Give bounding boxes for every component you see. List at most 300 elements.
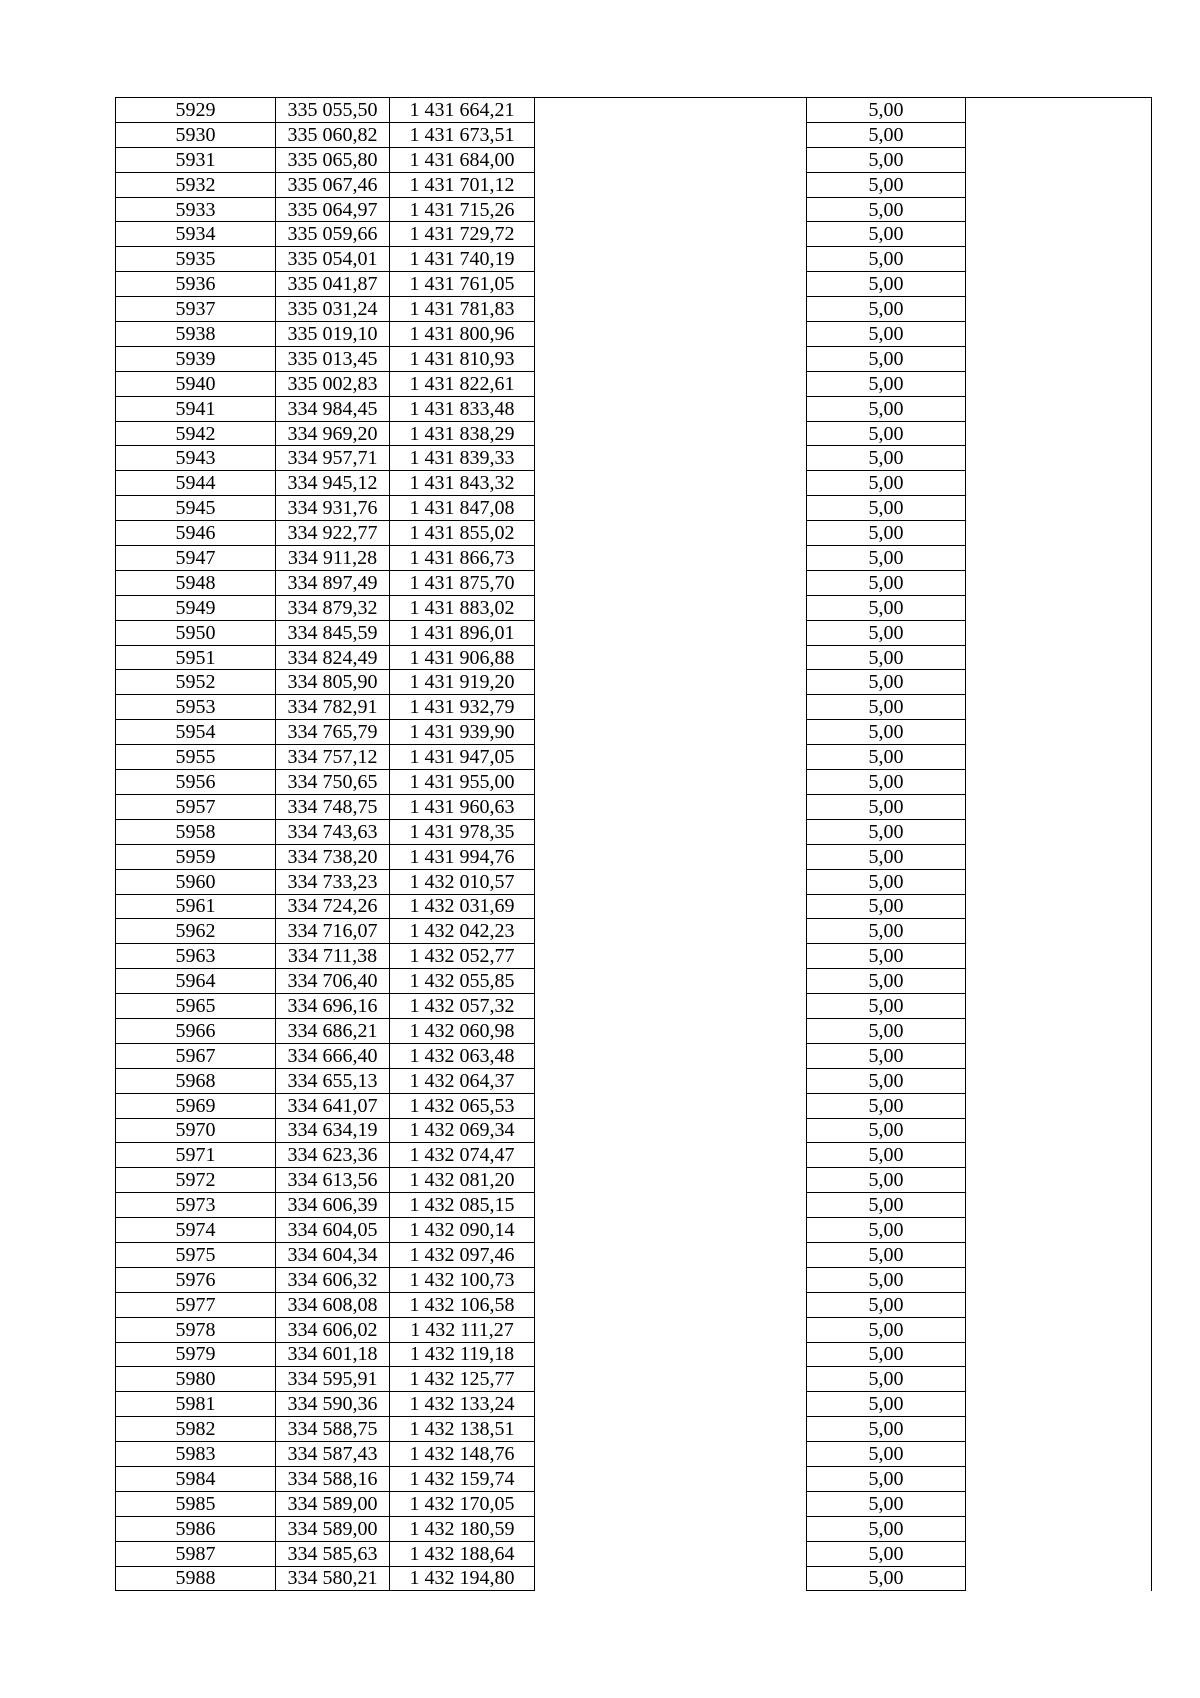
empty-cell	[535, 670, 807, 695]
point-number-cell: 5934	[116, 222, 276, 247]
empty-cell	[535, 1466, 807, 1491]
tolerance-value-cell: 5,00	[807, 844, 966, 869]
y-coordinate-cell: 1 431 673,51	[390, 122, 535, 147]
empty-cell	[966, 172, 1152, 197]
table-row	[116, 720, 1152, 745]
empty-cell	[966, 620, 1152, 645]
table-row	[116, 1367, 1152, 1392]
y-coordinate-cell: 1 432 188,64	[390, 1541, 535, 1566]
y-coordinate-cell: 1 432 069,34	[390, 1118, 535, 1143]
y-coordinate-cell: 1 432 057,32	[390, 994, 535, 1019]
empty-cell	[535, 1491, 807, 1516]
point-number-cell: 5985	[116, 1491, 276, 1516]
y-coordinate-cell: 1 431 960,63	[390, 794, 535, 819]
point-number-cell: 5952	[116, 670, 276, 695]
point-number-cell: 5945	[116, 496, 276, 521]
x-coordinate-cell: 334 969,20	[276, 421, 390, 446]
empty-cell	[966, 122, 1152, 147]
point-number-cell: 5980	[116, 1367, 276, 1392]
empty-cell	[535, 695, 807, 720]
empty-cell	[535, 322, 807, 347]
empty-cell	[535, 944, 807, 969]
table-row	[116, 695, 1152, 720]
tolerance-value-cell: 5,00	[807, 1043, 966, 1068]
point-number-cell: 5979	[116, 1342, 276, 1367]
table-row	[116, 969, 1152, 994]
empty-cell	[966, 346, 1152, 371]
empty-cell	[966, 1043, 1152, 1068]
table-row	[116, 1143, 1152, 1168]
x-coordinate-cell: 334 945,12	[276, 471, 390, 496]
tolerance-value-cell: 5,00	[807, 1018, 966, 1043]
empty-cell	[535, 272, 807, 297]
x-coordinate-cell: 334 623,36	[276, 1143, 390, 1168]
point-number-cell: 5973	[116, 1193, 276, 1218]
empty-cell	[966, 770, 1152, 795]
tolerance-value-cell: 5,00	[807, 421, 966, 446]
table-row	[116, 1218, 1152, 1243]
empty-cell	[966, 1118, 1152, 1143]
table-row	[116, 1342, 1152, 1367]
point-number-cell: 5965	[116, 994, 276, 1019]
empty-cell	[966, 994, 1152, 1019]
y-coordinate-cell: 1 431 800,96	[390, 322, 535, 347]
empty-cell	[966, 944, 1152, 969]
empty-cell	[966, 1292, 1152, 1317]
point-number-cell: 5946	[116, 521, 276, 546]
table-row	[116, 1466, 1152, 1491]
empty-cell	[966, 1466, 1152, 1491]
tolerance-value-cell: 5,00	[807, 645, 966, 670]
empty-cell	[966, 147, 1152, 172]
empty-cell	[966, 1168, 1152, 1193]
x-coordinate-cell: 334 931,76	[276, 496, 390, 521]
x-coordinate-cell: 334 634,19	[276, 1118, 390, 1143]
tolerance-value-cell: 5,00	[807, 98, 966, 123]
point-number-cell: 5943	[116, 446, 276, 471]
x-coordinate-cell: 335 055,50	[276, 98, 390, 123]
point-number-cell: 5986	[116, 1516, 276, 1541]
tolerance-value-cell: 5,00	[807, 222, 966, 247]
table-row	[116, 844, 1152, 869]
point-number-cell: 5938	[116, 322, 276, 347]
y-coordinate-cell: 1 431 833,48	[390, 396, 535, 421]
empty-cell	[535, 1018, 807, 1043]
table-row	[116, 620, 1152, 645]
x-coordinate-cell: 335 054,01	[276, 247, 390, 272]
x-coordinate-cell: 335 059,66	[276, 222, 390, 247]
x-coordinate-cell: 334 641,07	[276, 1093, 390, 1118]
empty-cell	[966, 819, 1152, 844]
empty-cell	[966, 247, 1152, 272]
y-coordinate-cell: 1 431 684,00	[390, 147, 535, 172]
table-row	[116, 894, 1152, 919]
y-coordinate-cell: 1 431 919,20	[390, 670, 535, 695]
empty-cell	[966, 844, 1152, 869]
y-coordinate-cell: 1 432 106,58	[390, 1292, 535, 1317]
point-number-cell: 5978	[116, 1317, 276, 1342]
table-row	[116, 645, 1152, 670]
empty-cell	[966, 720, 1152, 745]
y-coordinate-cell: 1 431 838,29	[390, 421, 535, 446]
empty-cell	[535, 1267, 807, 1292]
x-coordinate-cell: 334 595,91	[276, 1367, 390, 1392]
x-coordinate-cell: 334 750,65	[276, 770, 390, 795]
empty-cell	[535, 1516, 807, 1541]
y-coordinate-cell: 1 431 839,33	[390, 446, 535, 471]
point-number-cell: 5930	[116, 122, 276, 147]
empty-cell	[966, 1242, 1152, 1267]
empty-cell	[966, 894, 1152, 919]
y-coordinate-cell: 1 431 939,90	[390, 720, 535, 745]
tolerance-value-cell: 5,00	[807, 1292, 966, 1317]
table-row	[116, 446, 1152, 471]
table-row	[116, 869, 1152, 894]
empty-cell	[535, 1566, 807, 1591]
tolerance-value-cell: 5,00	[807, 396, 966, 421]
x-coordinate-cell: 334 879,32	[276, 595, 390, 620]
y-coordinate-cell: 1 431 664,21	[390, 98, 535, 123]
tolerance-value-cell: 5,00	[807, 670, 966, 695]
empty-cell	[535, 421, 807, 446]
empty-cell	[966, 1018, 1152, 1043]
y-coordinate-cell: 1 432 133,24	[390, 1392, 535, 1417]
tolerance-value-cell: 5,00	[807, 446, 966, 471]
empty-cell	[535, 147, 807, 172]
tolerance-value-cell: 5,00	[807, 1143, 966, 1168]
y-coordinate-cell: 1 432 042,23	[390, 919, 535, 944]
empty-cell	[966, 496, 1152, 521]
table-row	[116, 272, 1152, 297]
tolerance-value-cell: 5,00	[807, 1218, 966, 1243]
x-coordinate-cell: 335 019,10	[276, 322, 390, 347]
point-number-cell: 5942	[116, 421, 276, 446]
empty-cell	[966, 670, 1152, 695]
y-coordinate-cell: 1 432 148,76	[390, 1442, 535, 1467]
y-coordinate-cell: 1 432 097,46	[390, 1242, 535, 1267]
empty-cell	[535, 371, 807, 396]
tolerance-value-cell: 5,00	[807, 1466, 966, 1491]
y-coordinate-cell: 1 432 074,47	[390, 1143, 535, 1168]
tolerance-value-cell: 5,00	[807, 570, 966, 595]
y-coordinate-cell: 1 432 194,80	[390, 1566, 535, 1591]
x-coordinate-cell: 334 601,18	[276, 1342, 390, 1367]
table-row	[116, 1068, 1152, 1093]
x-coordinate-cell: 335 060,82	[276, 122, 390, 147]
tolerance-value-cell: 5,00	[807, 247, 966, 272]
empty-cell	[535, 471, 807, 496]
point-number-cell: 5957	[116, 794, 276, 819]
tolerance-value-cell: 5,00	[807, 819, 966, 844]
point-number-cell: 5951	[116, 645, 276, 670]
y-coordinate-cell: 1 432 031,69	[390, 894, 535, 919]
point-number-cell: 5932	[116, 172, 276, 197]
empty-cell	[966, 919, 1152, 944]
table-row	[116, 1242, 1152, 1267]
y-coordinate-cell: 1 431 843,32	[390, 471, 535, 496]
empty-cell	[535, 122, 807, 147]
empty-cell	[966, 197, 1152, 222]
x-coordinate-cell: 334 765,79	[276, 720, 390, 745]
point-number-cell: 5931	[116, 147, 276, 172]
empty-cell	[535, 1367, 807, 1392]
x-coordinate-cell: 334 696,16	[276, 994, 390, 1019]
y-coordinate-cell: 1 431 994,76	[390, 844, 535, 869]
empty-cell	[535, 1442, 807, 1467]
y-coordinate-cell: 1 431 781,83	[390, 297, 535, 322]
x-coordinate-cell: 334 724,26	[276, 894, 390, 919]
table-row	[116, 1292, 1152, 1317]
point-number-cell: 5976	[116, 1267, 276, 1292]
y-coordinate-cell: 1 431 896,01	[390, 620, 535, 645]
empty-cell	[966, 546, 1152, 571]
table-row	[116, 396, 1152, 421]
y-coordinate-cell: 1 431 932,79	[390, 695, 535, 720]
empty-cell	[966, 595, 1152, 620]
point-number-cell: 5967	[116, 1043, 276, 1068]
empty-cell	[966, 1218, 1152, 1243]
empty-cell	[966, 869, 1152, 894]
point-number-cell: 5947	[116, 546, 276, 571]
empty-cell	[535, 1292, 807, 1317]
table-row	[116, 197, 1152, 222]
empty-cell	[966, 371, 1152, 396]
empty-cell	[966, 521, 1152, 546]
y-coordinate-cell: 1 432 138,51	[390, 1417, 535, 1442]
table-row	[116, 297, 1152, 322]
tolerance-value-cell: 5,00	[807, 994, 966, 1019]
table-row	[116, 1442, 1152, 1467]
empty-cell	[966, 1491, 1152, 1516]
x-coordinate-cell: 334 587,43	[276, 1442, 390, 1467]
y-coordinate-cell: 1 432 119,18	[390, 1342, 535, 1367]
tolerance-value-cell: 5,00	[807, 346, 966, 371]
empty-cell	[535, 247, 807, 272]
empty-cell	[966, 396, 1152, 421]
empty-cell	[966, 446, 1152, 471]
table-row	[116, 919, 1152, 944]
x-coordinate-cell: 334 824,49	[276, 645, 390, 670]
point-number-cell: 5929	[116, 98, 276, 123]
point-number-cell: 5940	[116, 371, 276, 396]
table-row	[116, 496, 1152, 521]
point-number-cell: 5953	[116, 695, 276, 720]
tolerance-value-cell: 5,00	[807, 745, 966, 770]
point-number-cell: 5987	[116, 1541, 276, 1566]
empty-cell	[966, 1417, 1152, 1442]
y-coordinate-cell: 1 432 065,53	[390, 1093, 535, 1118]
point-number-cell: 5964	[116, 969, 276, 994]
y-coordinate-cell: 1 432 090,14	[390, 1218, 535, 1243]
y-coordinate-cell: 1 432 064,37	[390, 1068, 535, 1093]
table-row	[116, 1043, 1152, 1068]
x-coordinate-cell: 334 716,07	[276, 919, 390, 944]
x-coordinate-cell: 334 604,34	[276, 1242, 390, 1267]
tolerance-value-cell: 5,00	[807, 720, 966, 745]
y-coordinate-cell: 1 431 978,35	[390, 819, 535, 844]
table-row	[116, 1317, 1152, 1342]
empty-cell	[535, 1392, 807, 1417]
tolerance-value-cell: 5,00	[807, 944, 966, 969]
empty-cell	[535, 1143, 807, 1168]
empty-cell	[535, 969, 807, 994]
empty-cell	[966, 1342, 1152, 1367]
y-coordinate-cell: 1 431 866,73	[390, 546, 535, 571]
empty-cell	[966, 1193, 1152, 1218]
tolerance-value-cell: 5,00	[807, 471, 966, 496]
empty-cell	[535, 620, 807, 645]
tolerance-value-cell: 5,00	[807, 1317, 966, 1342]
table-row	[116, 247, 1152, 272]
empty-cell	[535, 98, 807, 123]
tolerance-value-cell: 5,00	[807, 595, 966, 620]
table-row	[116, 1516, 1152, 1541]
x-coordinate-cell: 335 002,83	[276, 371, 390, 396]
empty-cell	[966, 471, 1152, 496]
y-coordinate-cell: 1 431 883,02	[390, 595, 535, 620]
empty-cell	[535, 496, 807, 521]
x-coordinate-cell: 334 588,75	[276, 1417, 390, 1442]
point-number-cell: 5958	[116, 819, 276, 844]
empty-cell	[535, 994, 807, 1019]
table-row	[116, 147, 1152, 172]
point-number-cell: 5981	[116, 1392, 276, 1417]
point-number-cell: 5966	[116, 1018, 276, 1043]
point-number-cell: 5962	[116, 919, 276, 944]
table-row	[116, 1193, 1152, 1218]
x-coordinate-cell: 334 738,20	[276, 844, 390, 869]
point-number-cell: 5956	[116, 770, 276, 795]
empty-cell	[966, 1143, 1152, 1168]
tolerance-value-cell: 5,00	[807, 1417, 966, 1442]
x-coordinate-cell: 334 608,08	[276, 1292, 390, 1317]
y-coordinate-cell: 1 432 159,74	[390, 1466, 535, 1491]
y-coordinate-cell: 1 432 100,73	[390, 1267, 535, 1292]
y-coordinate-cell: 1 432 063,48	[390, 1043, 535, 1068]
point-number-cell: 5969	[116, 1093, 276, 1118]
x-coordinate-cell: 334 782,91	[276, 695, 390, 720]
empty-cell	[535, 720, 807, 745]
point-number-cell: 5961	[116, 894, 276, 919]
tolerance-value-cell: 5,00	[807, 1566, 966, 1591]
empty-cell	[535, 1342, 807, 1367]
table-row	[116, 1168, 1152, 1193]
table-row	[116, 1093, 1152, 1118]
y-coordinate-cell: 1 431 906,88	[390, 645, 535, 670]
table-row	[116, 670, 1152, 695]
table-row	[116, 745, 1152, 770]
empty-cell	[535, 794, 807, 819]
tolerance-value-cell: 5,00	[807, 1068, 966, 1093]
table-row	[116, 471, 1152, 496]
point-number-cell: 5948	[116, 570, 276, 595]
x-coordinate-cell: 334 655,13	[276, 1068, 390, 1093]
empty-cell	[966, 272, 1152, 297]
x-coordinate-cell: 334 606,39	[276, 1193, 390, 1218]
empty-cell	[966, 745, 1152, 770]
point-number-cell: 5974	[116, 1218, 276, 1243]
table-row	[116, 98, 1152, 123]
y-coordinate-cell: 1 431 855,02	[390, 521, 535, 546]
coordinate-table	[115, 97, 1152, 1591]
tolerance-value-cell: 5,00	[807, 197, 966, 222]
empty-cell	[535, 446, 807, 471]
point-number-cell: 5982	[116, 1417, 276, 1442]
point-number-cell: 5984	[116, 1466, 276, 1491]
y-coordinate-cell: 1 431 715,26	[390, 197, 535, 222]
empty-cell	[535, 1417, 807, 1442]
table-row	[116, 322, 1152, 347]
empty-cell	[535, 172, 807, 197]
empty-cell	[535, 197, 807, 222]
empty-cell	[535, 222, 807, 247]
empty-cell	[966, 421, 1152, 446]
empty-cell	[535, 1317, 807, 1342]
tolerance-value-cell: 5,00	[807, 770, 966, 795]
empty-cell	[966, 794, 1152, 819]
empty-cell	[535, 1242, 807, 1267]
y-coordinate-cell: 1 431 810,93	[390, 346, 535, 371]
tolerance-value-cell: 5,00	[807, 521, 966, 546]
empty-cell	[966, 1267, 1152, 1292]
tolerance-value-cell: 5,00	[807, 1168, 966, 1193]
y-coordinate-cell: 1 432 010,57	[390, 869, 535, 894]
point-number-cell: 5988	[116, 1566, 276, 1591]
x-coordinate-cell: 334 589,00	[276, 1491, 390, 1516]
empty-cell	[535, 1218, 807, 1243]
x-coordinate-cell: 334 589,00	[276, 1516, 390, 1541]
empty-cell	[535, 770, 807, 795]
table-row	[116, 1267, 1152, 1292]
empty-cell	[535, 894, 807, 919]
x-coordinate-cell: 334 748,75	[276, 794, 390, 819]
y-coordinate-cell: 1 432 085,15	[390, 1193, 535, 1218]
x-coordinate-cell: 334 580,21	[276, 1566, 390, 1591]
x-coordinate-cell: 334 686,21	[276, 1018, 390, 1043]
empty-cell	[535, 595, 807, 620]
x-coordinate-cell: 335 065,80	[276, 147, 390, 172]
tolerance-value-cell: 5,00	[807, 1442, 966, 1467]
tolerance-value-cell: 5,00	[807, 869, 966, 894]
empty-cell	[535, 745, 807, 770]
empty-cell	[966, 1516, 1152, 1541]
empty-cell	[535, 869, 807, 894]
x-coordinate-cell: 334 845,59	[276, 620, 390, 645]
table-row	[116, 172, 1152, 197]
y-coordinate-cell: 1 431 875,70	[390, 570, 535, 595]
x-coordinate-cell: 334 590,36	[276, 1392, 390, 1417]
empty-cell	[535, 1093, 807, 1118]
empty-cell	[966, 322, 1152, 347]
point-number-cell: 5941	[116, 396, 276, 421]
table-row	[116, 794, 1152, 819]
coordinate-table-body	[116, 98, 1152, 1591]
y-coordinate-cell: 1 432 081,20	[390, 1168, 535, 1193]
tolerance-value-cell: 5,00	[807, 1118, 966, 1143]
y-coordinate-cell: 1 432 055,85	[390, 969, 535, 994]
empty-cell	[966, 570, 1152, 595]
point-number-cell: 5950	[116, 620, 276, 645]
tolerance-value-cell: 5,00	[807, 496, 966, 521]
table-row	[116, 944, 1152, 969]
point-number-cell: 5954	[116, 720, 276, 745]
empty-cell	[966, 969, 1152, 994]
tolerance-value-cell: 5,00	[807, 894, 966, 919]
empty-cell	[966, 98, 1152, 123]
tolerance-value-cell: 5,00	[807, 147, 966, 172]
x-coordinate-cell: 334 588,16	[276, 1466, 390, 1491]
tolerance-value-cell: 5,00	[807, 1516, 966, 1541]
